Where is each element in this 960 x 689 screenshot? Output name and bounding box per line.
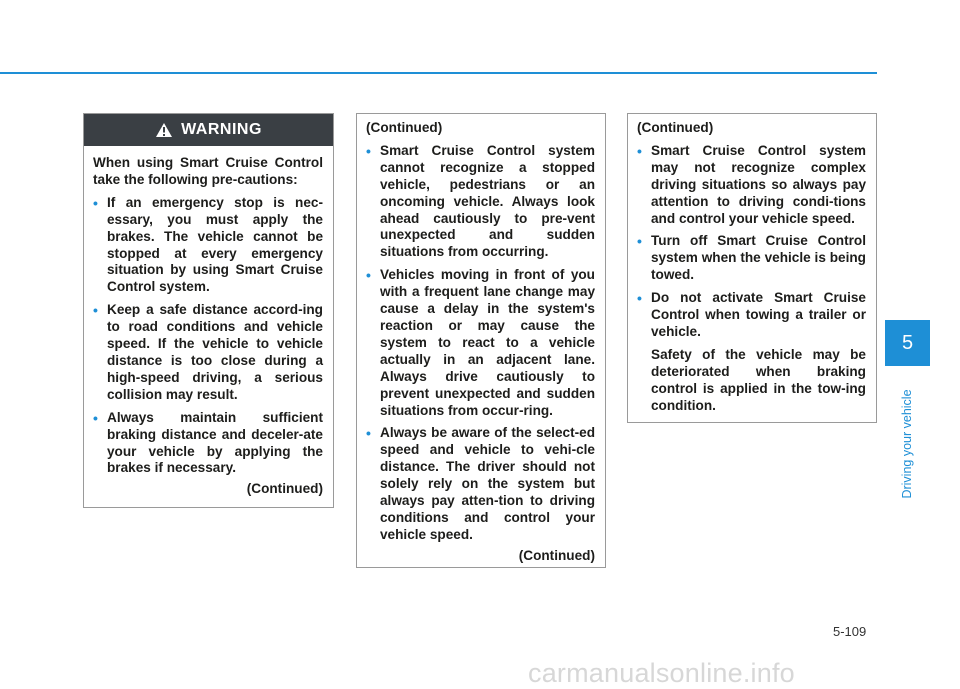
watermark: carmanualsonline.info (528, 658, 795, 688)
bullet-icon: • (637, 142, 642, 159)
continued-label: (Continued) (246, 481, 323, 497)
bullet-icon: • (93, 409, 98, 426)
continued-heading: (Continued) (637, 120, 714, 135)
bullet-icon: • (93, 194, 98, 211)
top-rule (0, 72, 877, 74)
warning-title: WARNING (181, 121, 262, 138)
warning-triangle-icon (155, 122, 173, 138)
bullet-icon: • (637, 290, 642, 307)
page-number: 5-109 (833, 624, 867, 639)
chapter-title: Driving your vehicle (900, 389, 914, 499)
chapter-number: 5 (901, 331, 914, 354)
warning-content (84, 146, 333, 498)
bullet-icon: • (366, 425, 371, 442)
list-item: • If an emergency stop is nec-essary, you must apply the brakes. The vehicle cannot be stopped at every emergency situation by using Smart Cruise Control system. (93, 194, 323, 295)
bullet-icon: • (637, 233, 642, 250)
warning-box (83, 113, 334, 508)
column2-bullet-list (366, 143, 595, 544)
continued-box-3 (627, 113, 877, 423)
bullet-icon: • (366, 142, 371, 159)
continued-label: (Continued) (518, 547, 595, 563)
towing-note: Safety of the vehicle may be deteriorated when braking control is applied in the tow-ing condition. (651, 346, 866, 413)
warning-header (84, 114, 333, 146)
column2-content (357, 114, 605, 565)
column3-content (628, 114, 876, 415)
chapter-tab (885, 320, 930, 366)
list-item: • Keep a safe distance accord-ing to road conditions and vehicle speed. If the vehicle to vehicle distance is too close during a high-speed driving, a serious collision may result. (93, 302, 323, 402)
bullet-icon: • (93, 302, 98, 319)
list-item: • Always maintain sufficient braking distance and deceler-ate your vehicle by applying the brakes if necessary. (93, 409, 323, 476)
list-item: • Do not activate Smart Cruise Control when towing a trailer or vehicle. (637, 290, 866, 339)
warning-intro: When using Smart Cruise Control take the following pre-cautions: (93, 155, 323, 187)
list-item: • Turn off Smart Cruise Control system when the vehicle is being towed. (637, 233, 866, 283)
list-item: • Vehicles moving in front of you with a frequent lane change may cause a delay in the system's reaction or may cause the system to react to a vehicle actually in an adjacent lane. Always drive cautiously to prevent unexpected and sudden situations from occur-ring. (366, 267, 595, 418)
warning-bullet-list (93, 195, 323, 478)
continued-box-2 (356, 113, 606, 568)
continued-heading: (Continued) (366, 120, 443, 135)
list-item: • Smart Cruise Control system may not recognize complex driving situations so always pay attention to driving condi-tions and control your vehicle speed. (637, 142, 866, 226)
list-item: • Smart Cruise Control system cannot recognize a stopped vehicle, pedestrians or an oncoming vehicle. Always look ahead cautiously to pre-vent unexpected and sudden situations from occurring. (366, 142, 595, 260)
bullet-icon: • (366, 267, 371, 284)
column3-bullet-list (637, 143, 866, 341)
list-item: • Always be aware of the select-ed speed and vehicle to vehi-cle distance. The driver should not solely rely on the system but always pay atten-tion to driving conditions and control your vehicle speed. (366, 425, 595, 542)
